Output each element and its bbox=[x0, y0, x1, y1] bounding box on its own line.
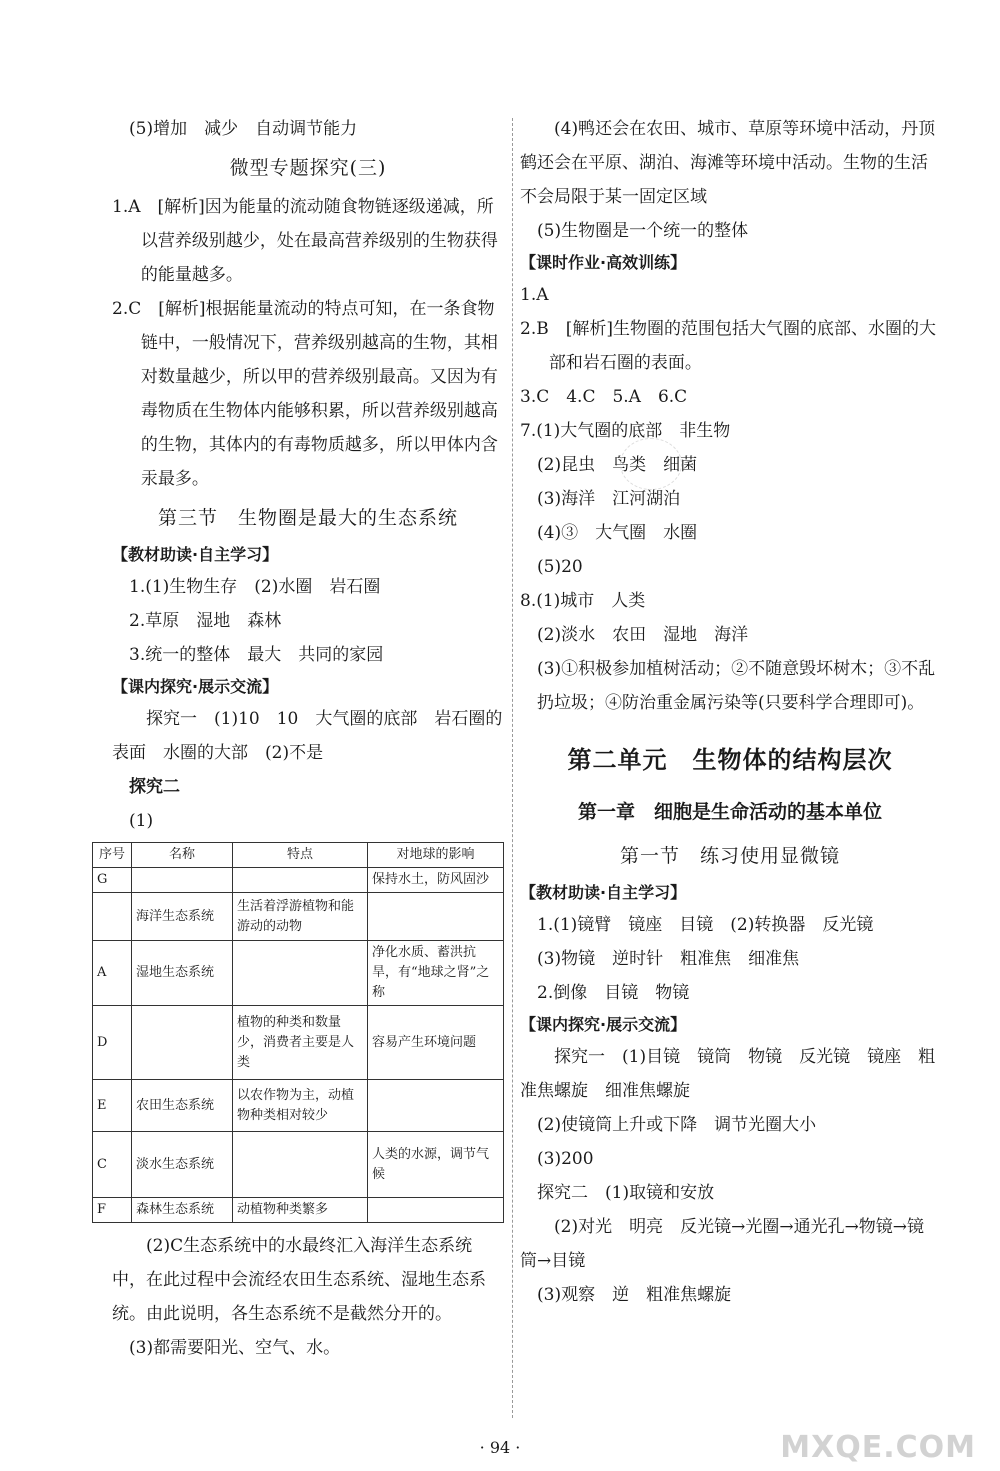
answer-line: 2.草原 湿地 森林 bbox=[129, 611, 282, 631]
answer-line: 2.倒像 目镜 物镜 bbox=[537, 983, 690, 1003]
answer-line: 1.A bbox=[520, 285, 549, 305]
page-number: · 94 · bbox=[479, 1438, 521, 1457]
answer-line: 3.统一的整体 最大 共同的家园 bbox=[129, 645, 384, 665]
table-cell: 生活着浮游植物和能游动的动物 bbox=[233, 893, 368, 941]
answer-paragraph: (4)鸭还会在农田、城市、草原等环境中活动，丹顶鹤还会在平原、湖泊、海滩等环境中活动。生物的生活不会局限于某一固定区域 bbox=[520, 119, 936, 207]
table-cell: A bbox=[93, 941, 132, 1006]
table-cell bbox=[132, 868, 233, 893]
table-cell bbox=[368, 1198, 504, 1223]
faint-stamp-mark bbox=[620, 438, 682, 490]
table-cell bbox=[93, 893, 132, 941]
table-row bbox=[93, 1006, 504, 1080]
subsection-header: 【课内探究·展示交流】 bbox=[520, 1015, 687, 1034]
answer-line: 7.(1)大气圈的底部 非生物 bbox=[520, 421, 731, 441]
table-cell: 海洋生态系统 bbox=[132, 893, 233, 941]
table-cell: 淡水生态系统 bbox=[132, 1132, 233, 1198]
table-cell: 保持水土，防风固沙 bbox=[368, 868, 504, 893]
table-cell: 农田生态系统 bbox=[132, 1080, 233, 1132]
table-cell bbox=[233, 1132, 368, 1198]
table-row bbox=[93, 1132, 504, 1198]
table-row bbox=[93, 1080, 504, 1132]
answer-paragraph: (2)C生态系统中的水最终汇入海洋生态系统中，在此过程中会流经农田生态系统、湿地生态系统。由此说明，各生态系统不是截然分开的。 bbox=[112, 1236, 486, 1324]
answer-line: (1) bbox=[129, 811, 154, 831]
table-cell: 植物的种类和数量少，消费者主要是人类 bbox=[233, 1006, 368, 1080]
table-cell: G bbox=[93, 868, 132, 893]
answer-paragraph: 探究一 (1)目镜 镜筒 物镜 反光镜 镜座 粗准焦螺旋 细准焦螺旋 bbox=[520, 1047, 936, 1101]
answer-line: (3)物镜 逆时针 粗准焦 细准焦 bbox=[537, 949, 800, 969]
table-cell: 动植物种类繁多 bbox=[233, 1198, 368, 1223]
table-header-cell: 特点 bbox=[233, 843, 368, 868]
answer-paragraph: (2)对光 明亮 反光镜→光圈→通光孔→物镜→镜筒→目镜 bbox=[520, 1217, 925, 1271]
table-cell: D bbox=[93, 1006, 132, 1080]
table-cell bbox=[368, 893, 504, 941]
answer-paragraph: 1.A [解析]因为能量的流动随食物链逐级递减，所以营养级别越少，处在最高营养级别的生物获得的能量越多。 bbox=[112, 197, 498, 285]
answer-paragraph: 2.C [解析]根据能量流动的特点可知，在一条食物链中，一般情况下，营养级别越高的生物，其相对数量越少，所以甲的营养级别最高。又因为有毒物质在生物体内能够积累，所以营养级别越高的生物，其体内的有毒物质越多，所以甲体内含汞最多。 bbox=[112, 299, 498, 489]
answer-line: (5)生物圈是一个统一的整体 bbox=[537, 221, 749, 241]
answer-line: (3)都需要阳光、空气、水。 bbox=[129, 1338, 341, 1358]
right-column bbox=[520, 112, 940, 1312]
chapter-title: 第一章 细胞是生命活动的基本单位 bbox=[577, 801, 882, 823]
table-row bbox=[93, 1198, 504, 1223]
answer-line: (5)20 bbox=[537, 557, 583, 577]
table-cell bbox=[132, 1006, 233, 1080]
answer-line: (2)使镜筒上升或下降 调节光圈大小 bbox=[537, 1115, 817, 1135]
answer-line: (3)200 bbox=[537, 1149, 594, 1169]
answer-line: (3)观察 逆 粗准焦螺旋 bbox=[537, 1285, 732, 1305]
table-cell: 净化水质、蓄洪抗旱，有“地球之肾”之称 bbox=[368, 941, 504, 1006]
answer-line: 1.(1)生物生存 (2)水圈 岩石圈 bbox=[129, 577, 381, 597]
subsection-header: 【课内探究·展示交流】 bbox=[112, 677, 279, 696]
table-cell: 人类的水源，调节气候 bbox=[368, 1132, 504, 1198]
table-row bbox=[93, 941, 504, 1006]
answer-line: 探究二 bbox=[129, 777, 180, 797]
subsection-header: 【教材助读·自主学习】 bbox=[520, 883, 687, 902]
table-cell bbox=[368, 1080, 504, 1132]
column-divider bbox=[512, 118, 513, 1418]
table-row bbox=[93, 893, 504, 941]
answer-line: 1.(1)镜臂 镜座 目镜 (2)转换器 反光镜 bbox=[537, 915, 874, 935]
subsection-header: 【课时作业·高效训练】 bbox=[520, 253, 687, 272]
ecosystem-table bbox=[92, 842, 504, 1223]
answer-line: 探究二 (1)取镜和安放 bbox=[537, 1183, 715, 1203]
answer-line: (4)③ 大气圈 水圈 bbox=[537, 523, 698, 543]
answer-line: (2)昆虫 鸟类 细菌 bbox=[537, 455, 698, 475]
table-cell bbox=[233, 868, 368, 893]
table-header-row bbox=[93, 843, 504, 868]
answer-line: 3.C 4.C 5.A 6.C bbox=[520, 387, 688, 407]
left-column bbox=[97, 112, 504, 1365]
answer-line: (5)增加 减少 自动调节能力 bbox=[129, 119, 358, 139]
table-row bbox=[93, 868, 504, 893]
section-title: 第三节 生物圈是最大的生态系统 bbox=[157, 507, 458, 529]
table-cell bbox=[233, 941, 368, 1006]
answer-paragraph: (3)①积极参加植树活动；②不随意毁坏树木；③不乱扔垃圾；④防治重金属污染等(只要科学合理即可)。 bbox=[537, 659, 936, 713]
answer-paragraph: 探究一 (1)10 10 大气圈的底部 岩石圈的表面 水圈的大部 (2)不是 bbox=[112, 709, 503, 763]
table-cell: F bbox=[93, 1198, 132, 1223]
unit-title: 第二单元 生物体的结构层次 bbox=[567, 746, 893, 774]
table-cell: 森林生态系统 bbox=[132, 1198, 233, 1223]
watermark-logo: MXQE.COM bbox=[780, 1430, 976, 1465]
section-title: 微型专题探究(三) bbox=[229, 157, 387, 179]
section-title: 第一节 练习使用显微镜 bbox=[619, 845, 840, 867]
table-header-cell: 名称 bbox=[132, 843, 233, 868]
answer-line: (2)淡水 农田 湿地 海洋 bbox=[537, 625, 749, 645]
table-cell: 以农作物为主，动植物种类相对较少 bbox=[233, 1080, 368, 1132]
table-cell: 容易产生环境问题 bbox=[368, 1006, 504, 1080]
table-cell: 湿地生态系统 bbox=[132, 941, 233, 1006]
answer-line: 8.(1)城市 人类 bbox=[520, 591, 646, 611]
answer-paragraph: 2.B [解析]生物圈的范围包括大气圈的底部、水圈的大部和岩石圈的表面。 bbox=[520, 319, 936, 373]
table-cell: E bbox=[93, 1080, 132, 1132]
table-cell: C bbox=[93, 1132, 132, 1198]
answer-line: (3)海洋 江河湖泊 bbox=[537, 489, 681, 509]
subsection-header: 【教材助读·自主学习】 bbox=[112, 545, 279, 564]
table-header-cell: 序号 bbox=[93, 843, 132, 868]
table-header-cell: 对地球的影响 bbox=[368, 843, 504, 868]
